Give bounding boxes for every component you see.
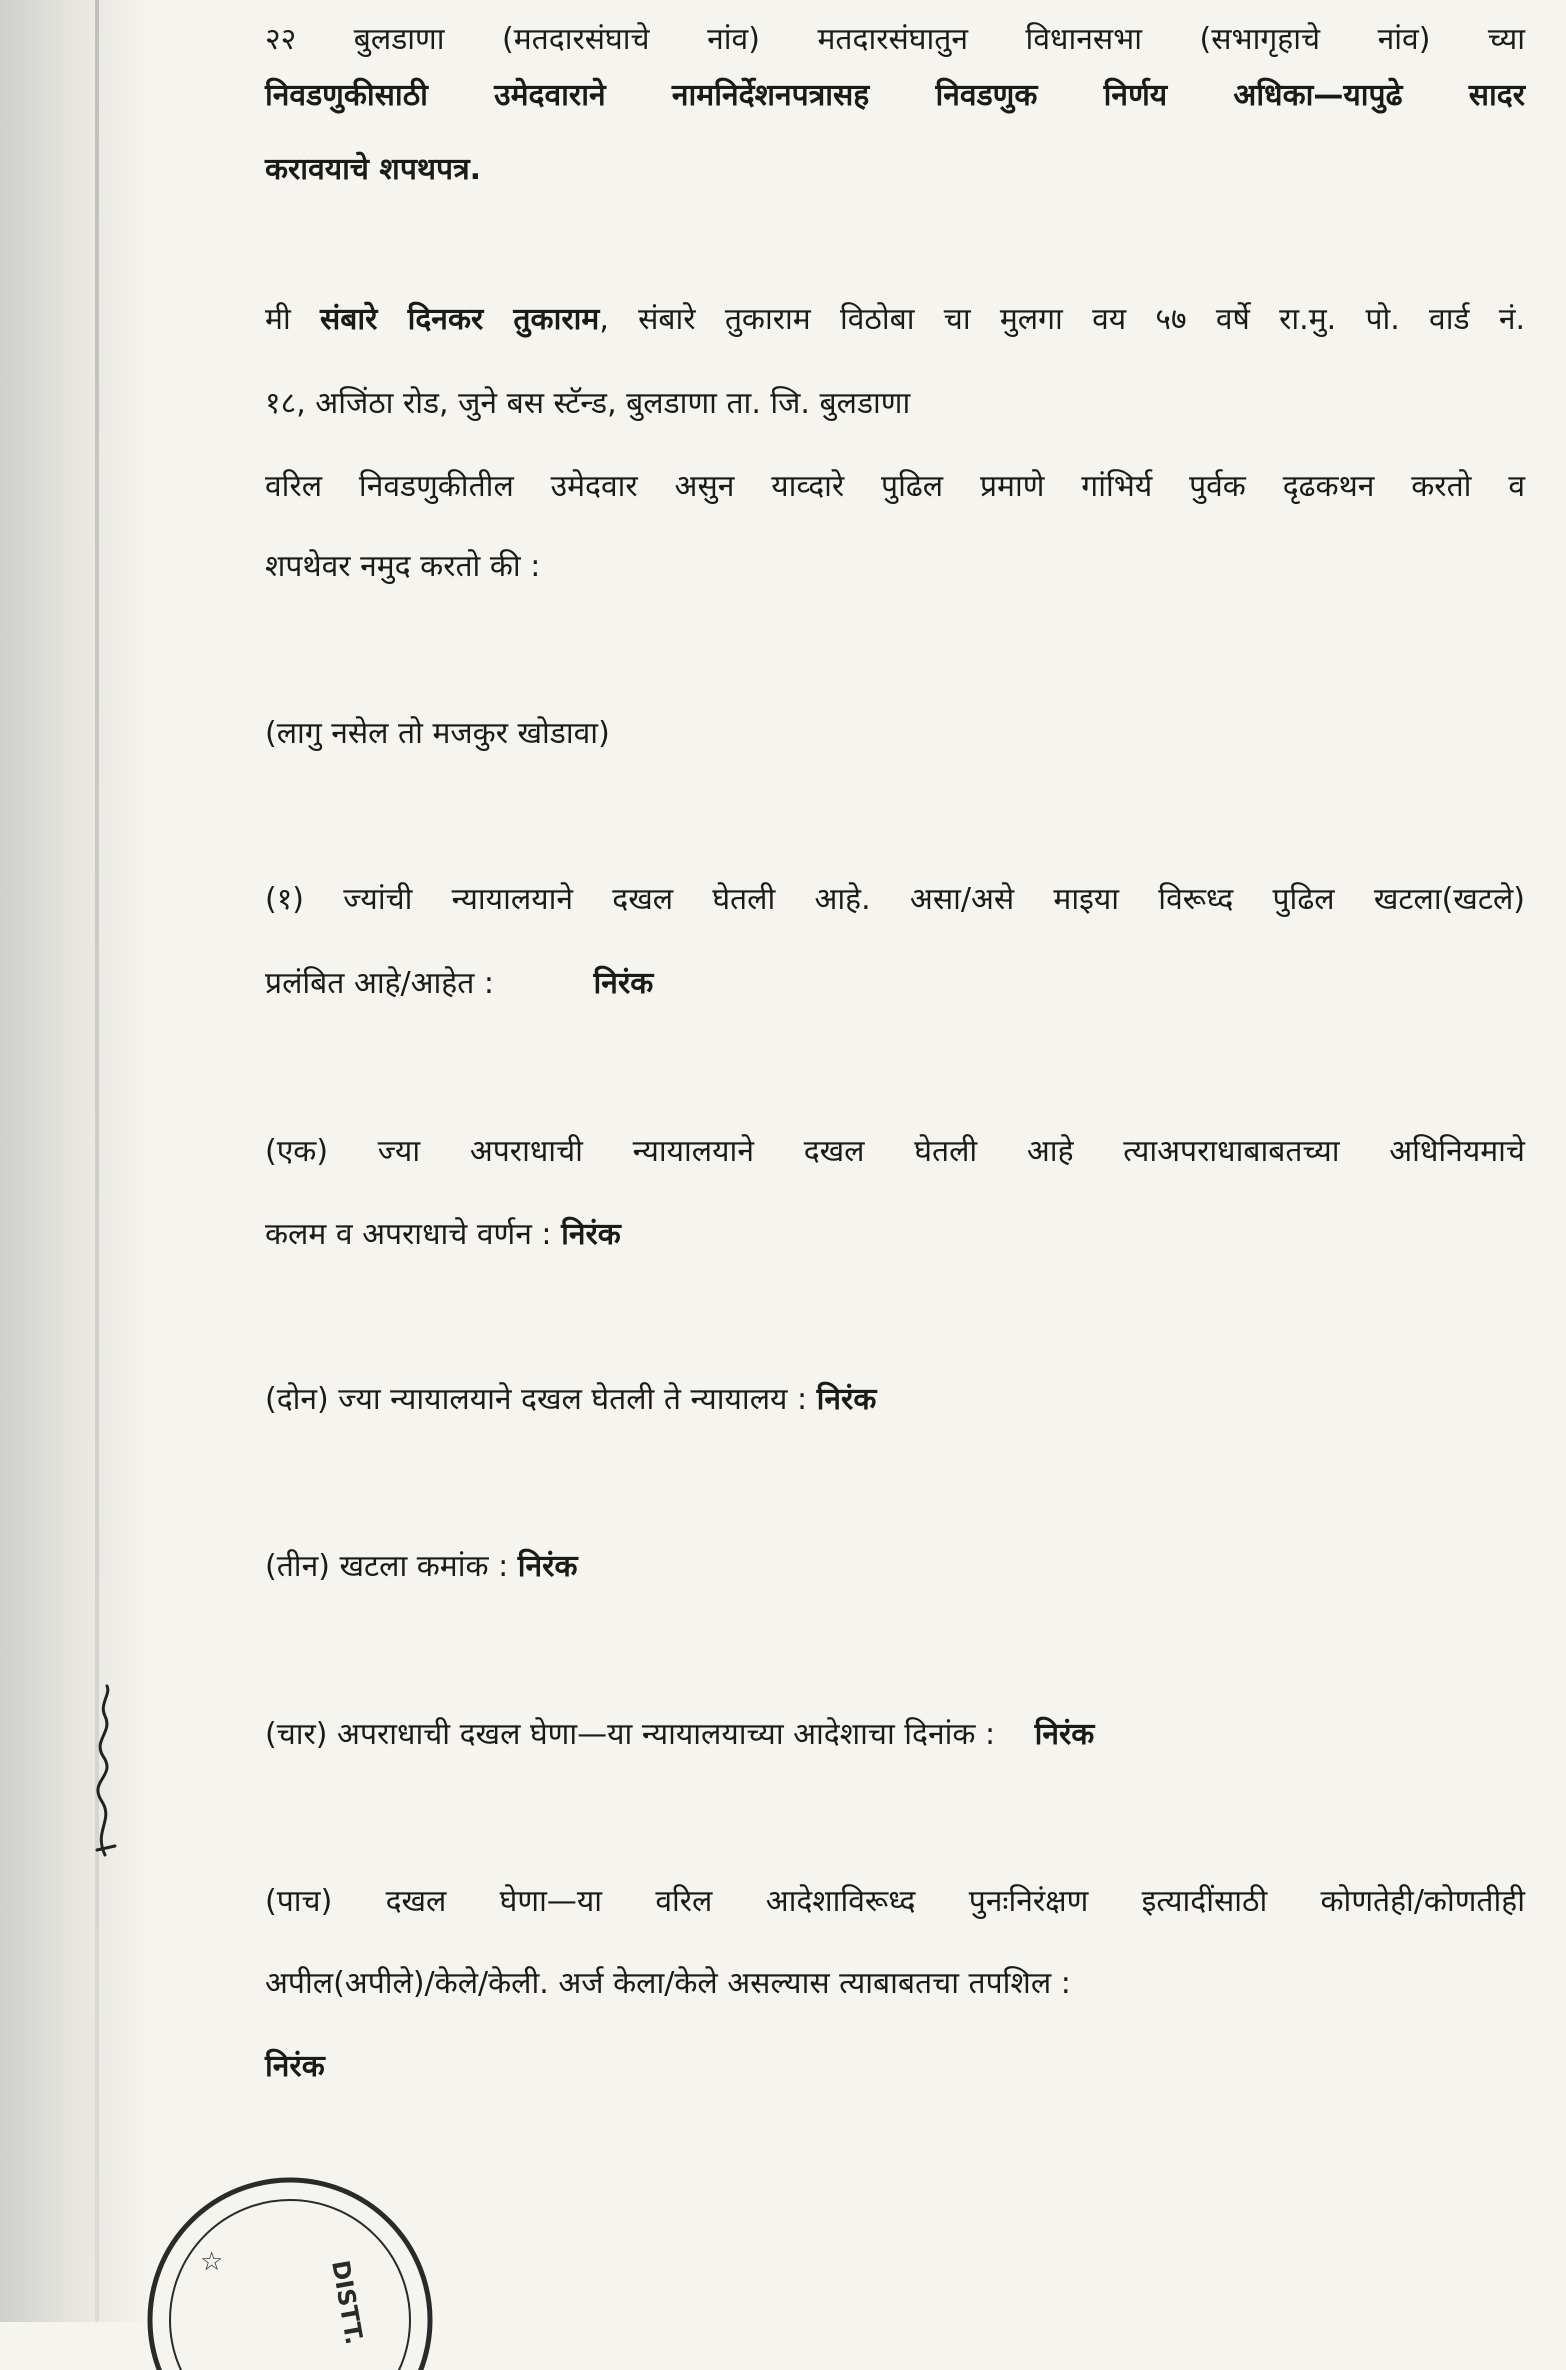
sub-three-line: [265, 1545, 1525, 1589]
declarant-details: , संबारे तुकाराम विठोबा चा मुलगा वय ५७ वर्षे रा.मु. पो. वार्ड नं.: [599, 302, 1526, 337]
stamp-star-icon: ☆: [200, 2247, 224, 2277]
header-line-3: करावयाचे शपथपत्र.: [265, 152, 482, 187]
page-fold: [95, 0, 99, 2322]
sub-one-label: कलम व अपराधाचे वर्णन :: [265, 1217, 562, 1252]
stamp-text: DISTT.: [326, 2258, 369, 2347]
page-shadow: [0, 0, 150, 2322]
item-1-value: निरंक: [593, 966, 654, 1001]
item-1-line-1: (१) ज्यांची न्यायालयाने दखल घेतली आहे. असा/असे माइया विरूध्द पुढिल खटला(खटले): [265, 882, 1525, 917]
sub-one-line-2: [265, 1213, 1525, 1257]
sub-five-line-2: अपील(अपीले)/केले/केली. अर्ज केला/केले असल्यास त्याबाबतचा तपशिल :: [265, 1966, 1071, 2001]
header-line-2: निवडणुकीसाठी उमेदवाराने नामनिर्देशनपत्रासह निवडणुक निर्णय अधिका—यापुढे सादर: [265, 78, 1525, 113]
header-line-1: २२ बुलडाणा (मतदारसंघाचे नांव) मतदारसंघातुन विधानसभा (सभागृहाचे नांव) च्या: [265, 22, 1525, 57]
declarant-address: १८, अजिंठा रोड, जुने बस स्टॅन्ड, बुलडाणा ता. जि. बुलडाणा: [265, 386, 911, 421]
sub-two-value: निरंक: [816, 1382, 877, 1417]
sub-two-line: [265, 1378, 1525, 1422]
strike-note: (लागु नसेल तो मजकुर खोडावा): [265, 716, 610, 751]
declarant-name: संबारे दिनकर तुकाराम: [319, 302, 600, 337]
sub-two-label: (दोन) ज्या न्यायालयाने दखल घेतली ते न्यायालय :: [265, 1382, 817, 1417]
declarant-line-3: वरिल निवडणुकीतील उमेदवार असुन याव्दारे पुढिल प्रमाणे गांभिर्य पुर्वक दृढकथन करतो व: [265, 469, 1525, 504]
declarant-line-1: [265, 298, 1525, 342]
sub-four-line: [265, 1713, 1525, 1757]
signature: [75, 1680, 135, 1860]
sub-five-value: निरंक: [265, 2049, 325, 2084]
sub-one-line-1: (एक) ज्या अपराधाची न्यायालयाने दखल घेतली आहे त्याअपराधाबाबतच्या अधिनियमाचे: [265, 1134, 1525, 1169]
item-1-line-2: [265, 962, 1525, 1006]
sub-four-label: (चार) अपराधाची दखल घेणा—या न्यायालयाच्या आदेशाचा दिनांक :: [265, 1717, 1005, 1752]
item-1-label: प्रलंबित आहे/आहेत :: [265, 966, 494, 1001]
declarant-line-4: शपथेवर नमुद करतो की :: [265, 549, 541, 584]
sub-one-value: निरंक: [561, 1217, 621, 1252]
sub-five-line-1: (पाच) दखल घेणा—या वरिल आदेशाविरूध्द पुनःनिरंक्षण इत्यादींसाठी कोणतेही/कोणतीही: [265, 1884, 1525, 1919]
sub-three-label: (तीन) खटला कमांक :: [265, 1549, 518, 1584]
declarant-prefix: मी: [265, 302, 320, 337]
official-stamp: [140, 2150, 369, 2370]
sub-three-value: निरंक: [517, 1549, 578, 1584]
sub-four-value: निरंक: [1034, 1717, 1095, 1752]
